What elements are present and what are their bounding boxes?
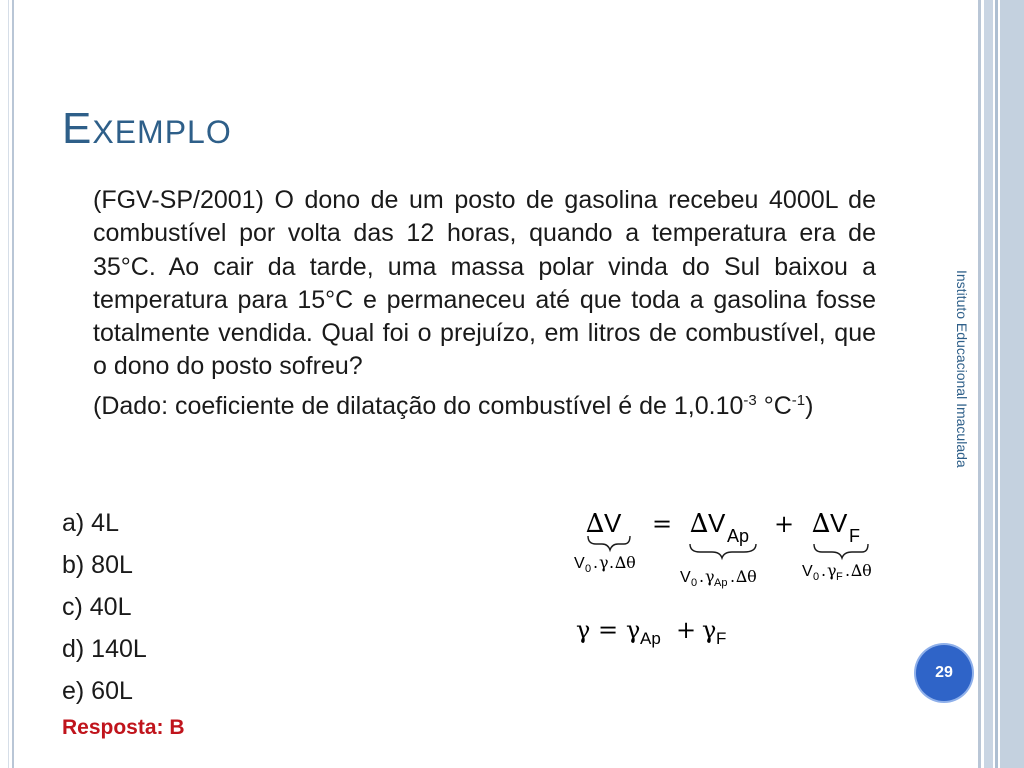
formula-diagram [560,500,900,660]
delta-theta: ∆θ [851,561,872,580]
dot-operator: . [593,553,599,572]
equals-sign: = [652,510,673,538]
variable-v: V [802,563,813,580]
option-a: a) 4L [62,509,119,537]
option-e: e) 60L [62,677,133,705]
subscript-ap: Ap [714,577,728,589]
delta-theta: ∆θ [736,567,757,586]
dot-operator: . [845,561,851,580]
institution-label: Instituto Educacional Imaculada [954,270,970,468]
subscript-zero: 0 [585,563,592,575]
variable-v: V [680,569,691,586]
subscript-f: F [716,629,727,648]
gamma-symbol: γ [702,616,717,644]
gamma-symbol: γ [626,616,641,644]
subscript-ap: Ap [640,629,661,648]
right-decorative-band [978,0,1024,768]
delta-symbol: ∆ [586,509,605,539]
gamma-symbol: γ [576,616,591,644]
question-paragraph: (FGV-SP/2001) O dono de um posto de gasolina recebeu 4000L de combustível por volta das 12 horas, quando a temperatura era de 35°C. Ao cair da tarde, uma massa polar vinda do Sul baixou a temperatura para 15°C e permaneceu até que toda a gasolina fosse totalmente vendida. Qual foi o prejuízo, em litros de combustível, que o dono do posto sofreu? [93,186,876,381]
given-data-paragraph: (Dado: coeficiente de dilatação do combustível é de $1,0.10^{-3}$ $^\circ C^{-1}$) [93,391,814,420]
answer-label: Resposta: B [62,716,185,739]
subscript-ap: Ap [727,526,750,546]
option-c: c) 40L [62,593,132,621]
dot-operator: . [699,567,705,586]
delta-theta: ∆θ [615,553,636,572]
underbrace-apparent [690,544,756,558]
answer-options [62,507,147,717]
gamma-symbol: γ [705,567,715,586]
variable-v: V [708,508,726,538]
subscript-zero: 0 [691,577,698,589]
subscript-zero: 0 [813,571,820,583]
subscript-f: F [836,571,843,583]
option-d: d) 140L [62,635,147,663]
dot-operator: . [609,553,615,572]
slide-title: EXEMPLO [62,104,232,153]
question-text [93,184,876,423]
frame-line [8,0,9,768]
gamma-symbol: γ [599,553,609,572]
page-number-badge: 29 [916,645,972,701]
underbrace-flask [814,544,868,558]
variable-v: V [574,555,585,572]
subscript-f: F [849,526,860,546]
delta-symbol: ∆ [812,509,831,539]
plus-sign: + [774,510,795,538]
plus-sign: + [676,616,697,644]
variable-v: V [830,508,848,538]
dot-operator: . [730,567,736,586]
variable-v: V [604,508,622,538]
frame-line [12,0,14,768]
option-b: b) 80L [62,551,133,579]
dot-operator: . [821,561,827,580]
equals-sign: = [598,616,619,644]
delta-symbol: ∆ [690,509,709,539]
gamma-symbol: γ [827,561,837,580]
